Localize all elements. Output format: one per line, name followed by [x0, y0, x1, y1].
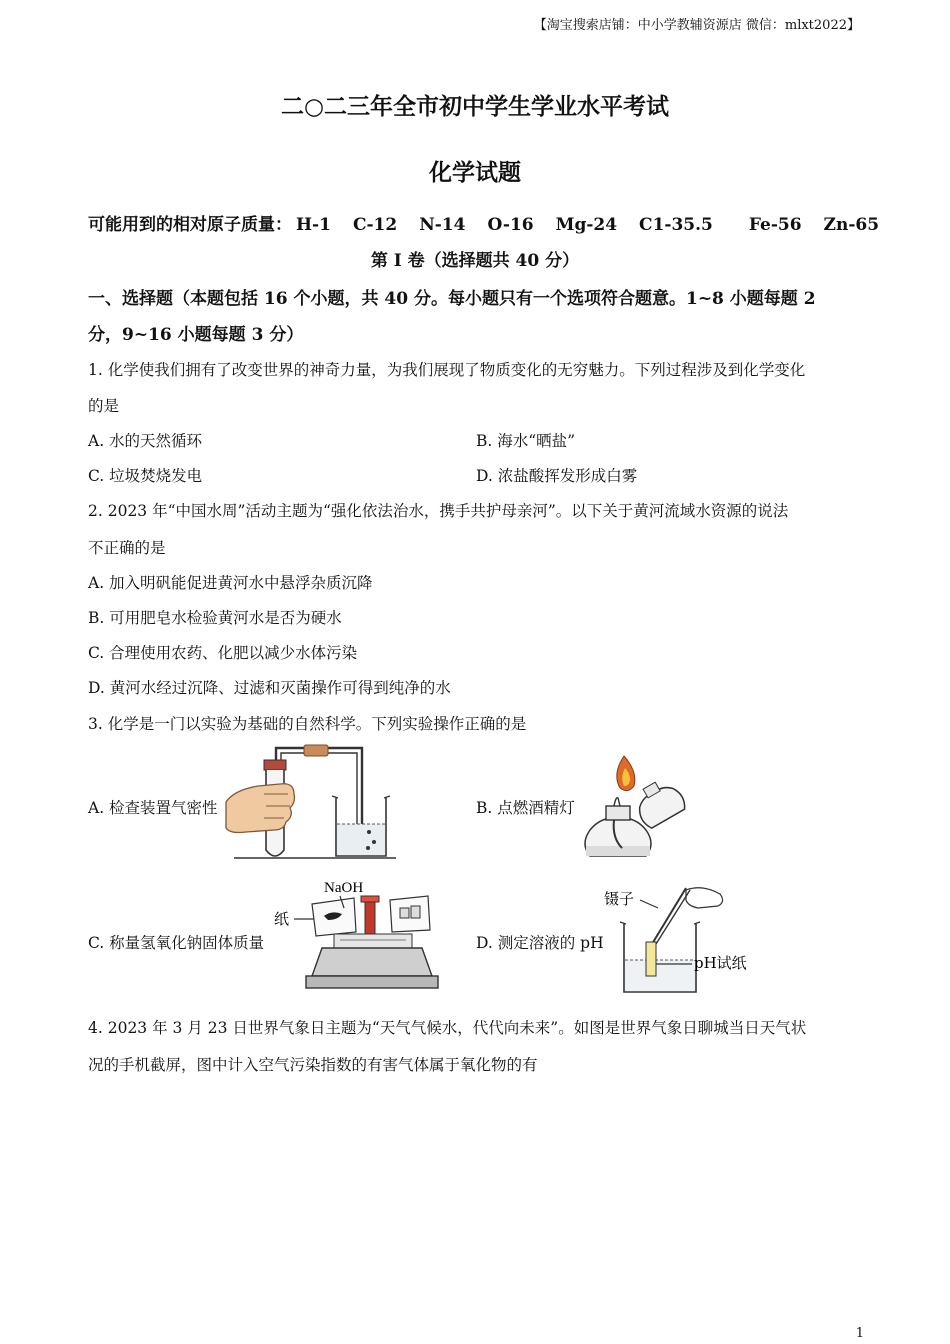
- q3-option-a: A. 检查装置气密性: [88, 799, 218, 817]
- q2-option-d: D. 黄河水经过沉降、过滤和灭菌操作可得到纯净的水: [88, 679, 451, 697]
- q1-stem-line1: 1. 化学使我们拥有了改变世界的神奇力量，为我们展现了物质变化的无穷魅力。下列过程涉及到化学变化: [88, 361, 806, 379]
- q1-option-d: D. 浓盐酸挥发形成白雾: [476, 467, 638, 485]
- figure-airtightness-check: [224, 742, 400, 864]
- q2-stem-line2: 不正确的是: [88, 539, 166, 557]
- exam-subtitle: 化学试题: [429, 159, 521, 186]
- atomic-mass-item: C-12: [352, 215, 398, 235]
- atomic-mass-item: Fe-56: [748, 215, 802, 235]
- atomic-mass-line: [88, 210, 901, 235]
- naoh-label: NaOH: [324, 880, 364, 896]
- atomic-mass-item: H-1: [296, 215, 331, 235]
- q2-option-a: A. 加入明矾能促进黄河水中悬浮杂质沉降: [88, 574, 373, 592]
- ph-paper-label: pH试纸: [694, 954, 747, 972]
- q3-option-b: B. 点燃酒精灯: [476, 799, 575, 817]
- q3-stem: 3. 化学是一门以实验为基础的自然科学。下列实验操作正确的是: [88, 715, 527, 733]
- figure-alcohol-lamp: [576, 752, 700, 864]
- q3-option-d: D. 测定溶液的 pH: [476, 934, 604, 952]
- atomic-mass-item: O-16: [487, 215, 534, 235]
- paper-label: 纸: [274, 910, 290, 928]
- q4-stem-line1: 4. 2023 年 3 月 23 日世界气象日主题为“天气气候水，代代向未来”。如图是世界气象日聊城当日天气状: [88, 1019, 807, 1037]
- part1-instructions-line1: 一、选择题（本题包括 16 个小题，共 40 分。每小题只有一个选项符合题意。1~8 小题每题 2: [88, 289, 816, 309]
- exam-title: 二○二三年全市初中学生学业水平考试: [280, 93, 670, 120]
- q4-stem-line2: 况的手机截屏，图中计入空气污染指数的有害气体属于氧化物的有: [88, 1056, 538, 1074]
- figure-balance-naoh: [272, 876, 444, 996]
- q2-option-b: B. 可用肥皂水检验黄河水是否为硬水: [88, 609, 342, 627]
- q2-option-c: C. 合理使用农药、化肥以减少水体污染: [88, 644, 358, 662]
- q1-option-a: A. 水的天然循环: [88, 432, 203, 450]
- atomic-mass-label: 可能用到的相对原子质量：: [88, 215, 292, 235]
- atomic-mass-item: C1-35.5: [639, 215, 713, 235]
- q3-option-c: C. 称量氢氧化钠固体质量: [88, 934, 265, 952]
- page-number: 1: [855, 1326, 864, 1341]
- q2-stem-line1: 2. 2023 年“中国水周”活动主题为“强化依法治水，携手共护母亲河”。以下关于黄河流域水资源的说法: [88, 502, 789, 520]
- tweezers-label: 镊子: [604, 890, 635, 908]
- atomic-mass-item: Mg-24: [555, 215, 618, 235]
- part1-instructions-line2: 分，9~16 小题每题 3 分）: [88, 325, 304, 345]
- header-note: 【淘宝搜索店铺：中小学教辅资源店 微信：mlxt2022】: [533, 18, 860, 33]
- q1-option-c: C. 垃圾焚烧发电: [88, 467, 203, 485]
- q1-option-b: B. 海水“晒盐”: [476, 432, 576, 450]
- q1-stem-line2: 的是: [88, 397, 120, 415]
- atomic-mass-item: N-14: [419, 215, 466, 235]
- figure-ph-test: [602, 882, 762, 1000]
- section-title: 第 I 卷（选择题共 40 分）: [370, 251, 580, 271]
- atomic-mass-item: Zn-65: [823, 215, 880, 235]
